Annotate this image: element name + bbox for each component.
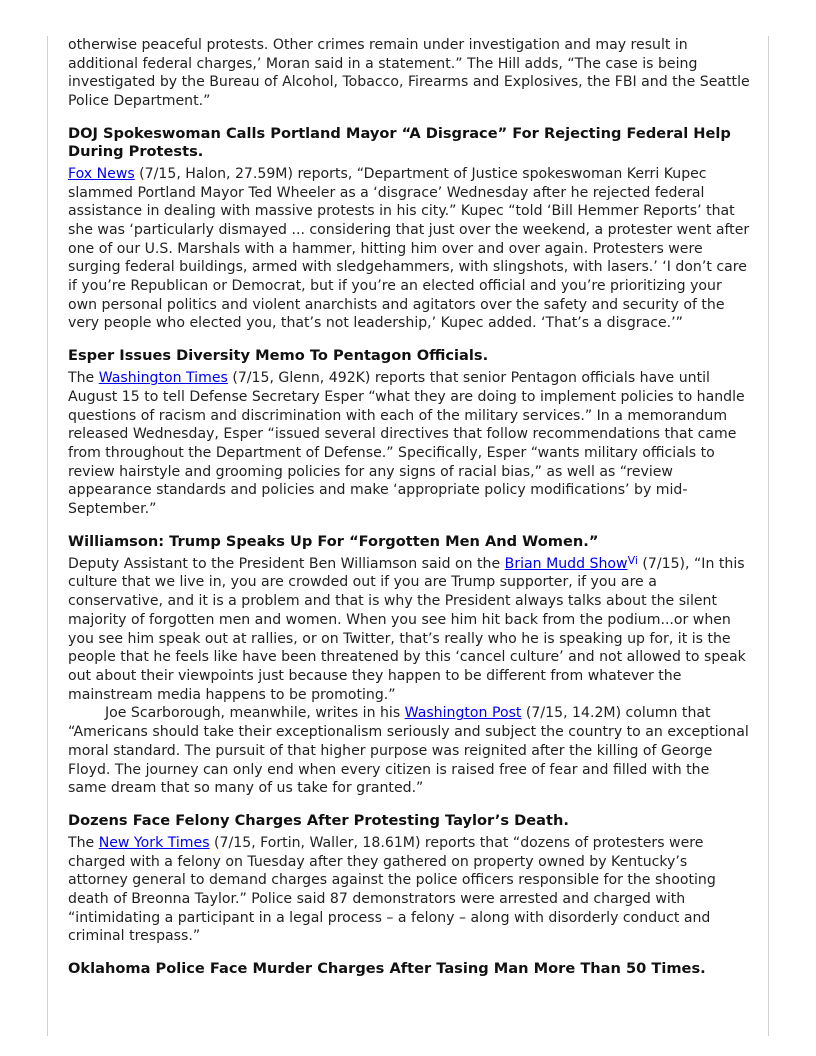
source-link[interactable]: New York Times [98, 834, 210, 851]
body-text: (7/15, Halon, 27.59M) reports, “Department of Justice spokeswoman Kerri Kupec slammed Portland Mayor Ted Wheeler as a ‘disgrace’ Wednesday after he rejected federal assistance in dealing with massive protests in his city.” Kupec “told ‘Bill Hemmer Reports’ that she was ‘particularly dismayed ... considering that just over the weekend, a protester went after one of our U.S. Marshals with a hammer, hitting him over and over again. Protesters were surging federal buildings, armed with sledgehammers, with slingshots, with lasers.’ ‘I don’t care if you’re Republican or Democrat, but if you’re an elected official and you’re prioritizing your own personal politics and violent anarchists and agitators over the safety and security of the very people who elected you, that’s not leadership,’ Kupec added. ‘That’s a disgrace.’” [68, 165, 750, 332]
body-text: Joe Scarborough, meanwhile, writes in his [105, 705, 405, 722]
article-content [68, 36, 750, 982]
article-paragraph [68, 165, 750, 333]
headline: Oklahoma Police Face Murder Charges After Tasing Man More Than 50 Times. [68, 960, 706, 978]
left-margin-rule [47, 36, 48, 1036]
intro-paragraph: otherwise peaceful protests. Other crimes remain under investigation and may result in additional federal charges,’ Moran said in a statement.” The Hill adds, “The case is being investigated by the Bureau of Alcohol, Tobacco, Firearms and Explosives, the FBI and the Seattle Police Department.” [68, 37, 750, 110]
footnote-marker[interactable]: Vi [627, 553, 638, 567]
body-text: The [68, 834, 99, 851]
body-text: The [68, 370, 99, 387]
source-link[interactable]: Brian Mudd Show [504, 555, 628, 572]
article-paragraph [68, 834, 750, 946]
body-text: (7/15), “In this culture that we live in, you are crowded out if you are Trump supporter, if you are a conservative, and it is a problem and that is why the President always talks about the silent majority of forgotten men and women. When you see him hit back from the podium...or when you see him speak out at rallies, or on Twitter, that’s really who he is speaking up for, it is the people that he feels like have been threatened by this ‘cancel culture’ and not allowed to speak out about their viewpoints just because they happen to be different from whatever the mainstream media happens to be promoting.” [68, 555, 746, 703]
body-text: Deputy Assistant to the President Ben Williamson said on the [68, 555, 505, 572]
body-text: (7/15, Fortin, Waller, 18.61M) reports that “dozens of protesters were charged with a felony on Tuesday after they gathered on property owned by Kentucky’s attorney general to demand charges against the police officers responsible for the shooting death of Breonna Taylor.” Police said 87 demonstrators were arrested and charged with “intimidating a participant in a legal process – a felony – along with disorderly conduct and criminal trespass.” [68, 834, 716, 945]
headline: Dozens Face Felony Charges After Protesting Taylor’s Death. [68, 811, 569, 829]
source-link[interactable]: Washington Post [404, 705, 522, 722]
source-link[interactable]: Fox News [68, 165, 135, 182]
article-paragraph [68, 704, 750, 798]
body-text: (7/15, 14.2M) column that “Americans should take their exceptionalism seriously and subject the country to an exceptional moral standard. The pursuit of that higher purpose was reignited after the killing of George Floyd. The journey can only end when every citizen is raised free of fear and filled with the same dream that so many of us take for granted.” [68, 705, 749, 797]
headline: Esper Issues Diversity Memo To Pentagon Officials. [68, 347, 489, 365]
article-paragraph [68, 369, 750, 519]
article-paragraph [68, 555, 750, 705]
body-text: (7/15, Glenn, 492K) reports that senior Pentagon officials have until August 15 to tell Defense Secretary Esper “what they are doing to implement policies to handle questions of racism and discrimination with each of the military services.” In a memorandum released Wednesday, Esper “issued several directives that follow recommendations that came from throughout the Department of Defense.” Specifically, Esper “wants military officials to review hairstyle and grooming policies for any signs of racial bias,” as well as “review appearance standards and policies and make ‘appropriate policy modifications’ by mid-September.” [68, 370, 745, 518]
right-margin-rule [768, 36, 769, 1036]
source-link[interactable]: Washington Times [98, 370, 228, 387]
headline: Williamson: Trump Speaks Up For “Forgotten Men And Women.” [68, 532, 599, 550]
headline: DOJ Spokeswoman Calls Portland Mayor “A Disgrace” For Rejecting Federal Help During Protests. [68, 124, 731, 160]
